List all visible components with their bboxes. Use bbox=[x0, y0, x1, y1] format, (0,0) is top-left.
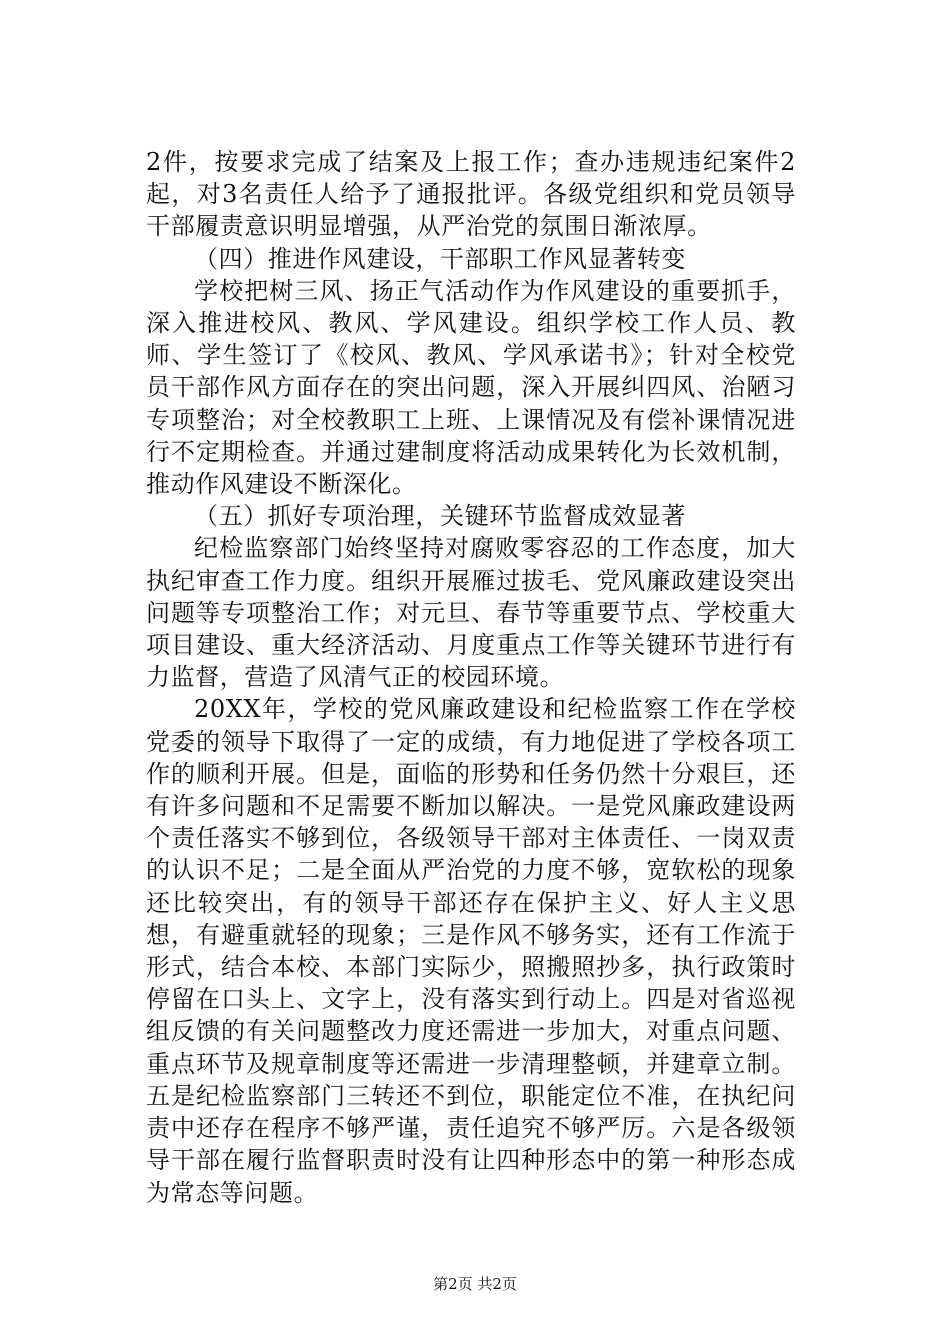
paragraph-continuation: 2件，按要求完成了结案及上报工作；查办违规违纪案件2起，对3名责任人给予了通报批评。各级党组织和党员领导干部履责意识明显增强，从严治党的氛围日渐浓厚。 bbox=[146, 148, 796, 241]
page-footer: 第2页 共2页 bbox=[433, 1275, 517, 1293]
document-body bbox=[146, 146, 796, 1209]
paragraph-special-governance: 纪检监察部门始终坚持对腐败零容忍的工作态度，加大执纪审查工作力度。组织开展雁过拔毛、党风廉政建设突出问题等专项整治工作；对元旦、春节等重要节点、学校重大项目建设、重大经济活动、月度重点工作等关键环节进行有力监督，营造了风清气正的校园环境。 bbox=[146, 534, 796, 692]
paragraph-summary-problems: 20XX年，学校的党风廉政建设和纪检监察工作在学校党委的领导下取得了一定的成绩，有力地促进了学校各项工作的顺利开展。但是，面临的形势和任务仍然十分艰巨，还有许多问题和不足需要不断加以解决。一是党风廉政建设两个责任落实不够到位，各级领导干部对主体责任、一岗双责的认识不足；二是全面从严治党的力度不够，宽软松的现象还比较突出，有的领导干部还存在保护主义、好人主义思想，有避重就轻的现象；三是作风不够务实，还有工作流于形式，结合本校、本部门实际少，照搬照抄多，执行政策时停留在口头上、文字上，没有落实到行动上。四是对省巡视组反馈的有关问题整改力度还需进一步加大，对重点问题、重点环节及规章制度等还需进一步清理整顿，并建章立制。五是纪检监察部门三转还不到位，职能定位不准，在执纪问责中还存在程序不够严谨，责任追究不够严厉。六是各级领导干部在履行监督职责时没有让四种形态中的第一种形态成为常态等问题。 bbox=[146, 695, 796, 1207]
section-heading-5: （五）抓好专项治理，关键环节监督成效显著 bbox=[194, 502, 686, 531]
section-heading-4: （四）推进作风建设，干部职工作风显著转变 bbox=[194, 244, 686, 273]
paragraph-work-style: 学校把树三风、扬正气活动作为作风建设的重要抓手，深入推进校风、教风、学风建设。组织学校工作人员、教师、学生签订了《校风、教风、学风承诺书》；针对全校党员干部作风方面存在的突出问题，深入开展纠四风、治陋习专项整治；对全校教职工上班、上课情况及有偿补课情况进行不定期检查。并通过建制度将活动成果转化为长效机制，推动作风建设不断深化。 bbox=[146, 276, 796, 499]
